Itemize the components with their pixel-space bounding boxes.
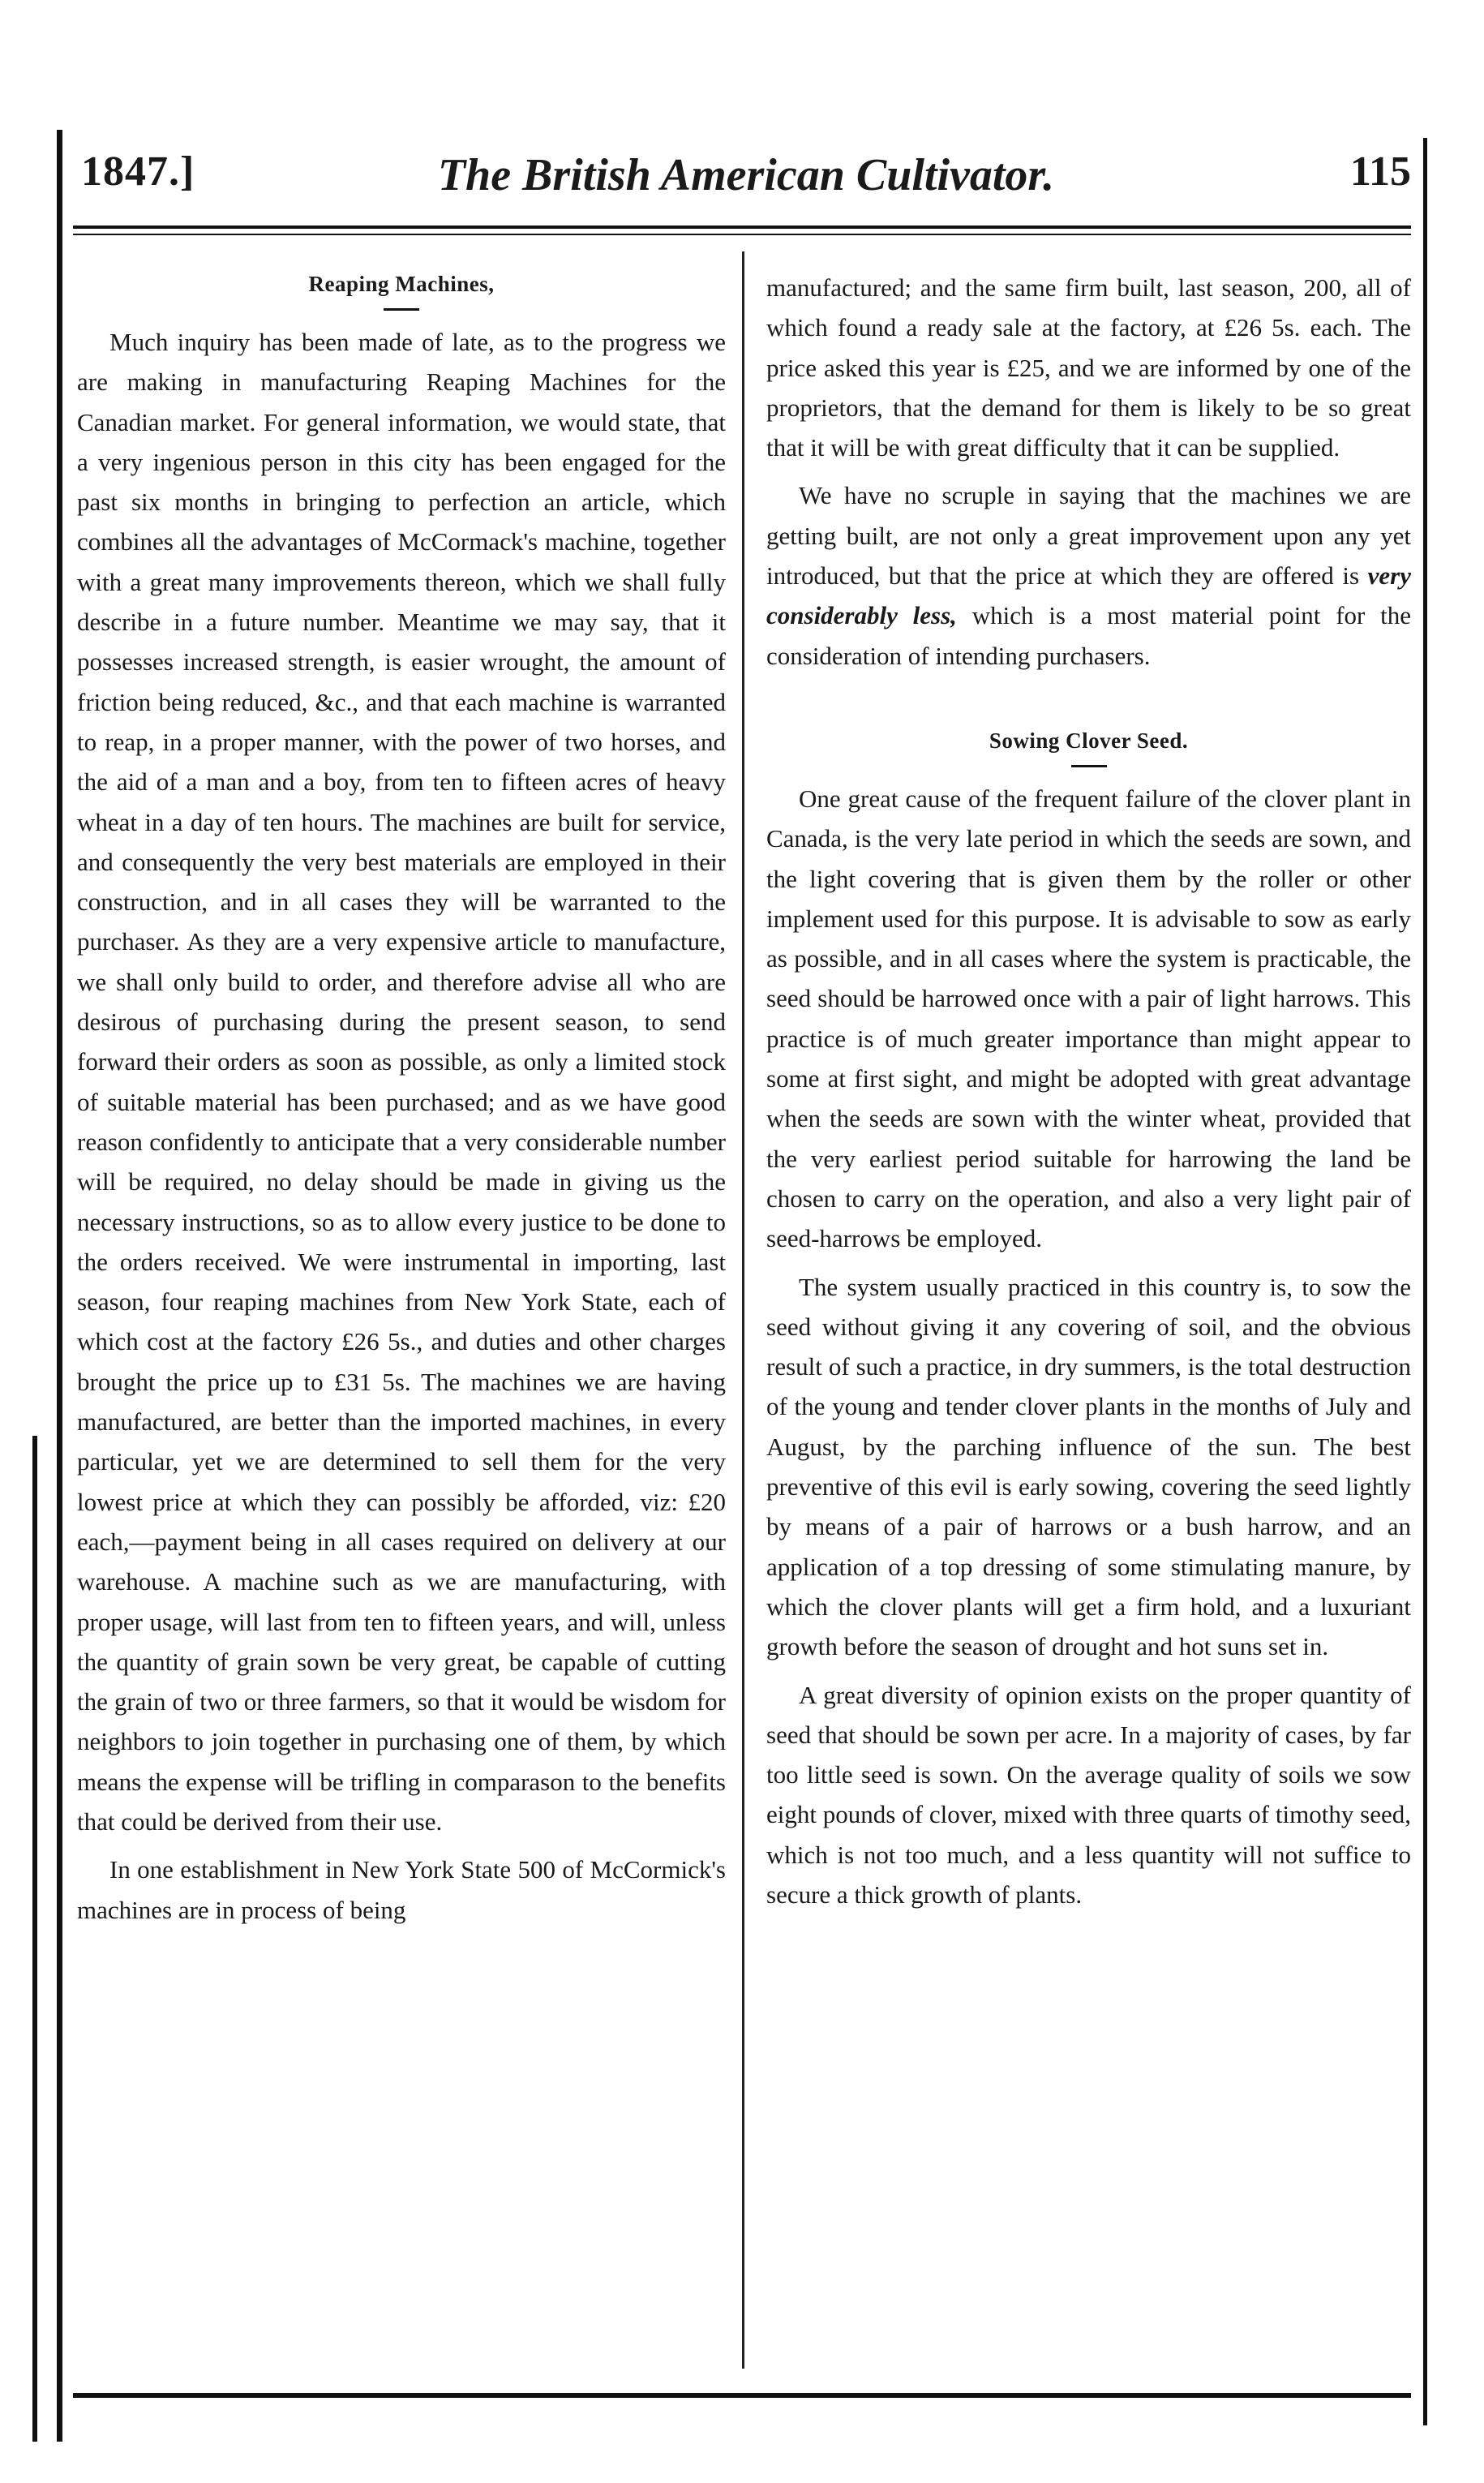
title-dash bbox=[384, 308, 419, 311]
header-rule-thin bbox=[73, 234, 1411, 235]
page-header bbox=[81, 130, 1411, 211]
margin-bar bbox=[32, 1436, 37, 2442]
article-paragraph bbox=[766, 475, 1411, 675]
page-frame-right-rule bbox=[1423, 138, 1427, 2425]
paragraph-text: We have no scruple in saying that the machines we are getting built, are not only a great improvement upon any yet introduced, but that the price at which they are offered is bbox=[766, 481, 1411, 591]
header-year: 1847.] bbox=[81, 148, 195, 195]
newspaper-page bbox=[57, 130, 1427, 2442]
article-title-sowing-clover-seed: Sowing Clover Seed. bbox=[989, 728, 1189, 753]
section-spacer bbox=[766, 684, 1411, 724]
emphasized-text: very considerably less, bbox=[766, 561, 1411, 630]
left-column bbox=[77, 268, 726, 1938]
publication-title: The British American Cultivator. bbox=[437, 150, 1055, 200]
page-frame-left-rule bbox=[57, 130, 62, 2442]
article-title-reaping-machines: Reaping Machines, bbox=[308, 272, 495, 296]
column-divider bbox=[742, 251, 744, 2369]
article-paragraph: One great cause of the frequent failure of the clover plant in Canada, is the very late period in which the seeds are sown, and the light covering that is given them by the roller or other implement used for this purpose. It is advisable to sow as early as possible, and in all cases where the system is practicable, the seed should be harrowed once with a pair of light harrows. This practice is of much greater importance than might appear to some at first sight, and might be adopted with great advantage when the seeds are sown with the winter wheat, provided that the very earliest period suitable for harrowing the land be chosen to carry on the operation, and also a very light pair of seed-harrows be employed. bbox=[766, 784, 1411, 1253]
title-dash bbox=[1071, 765, 1107, 767]
right-column bbox=[766, 268, 1411, 1922]
article-paragraph: Much inquiry has been made of late, as to the progress we are making in manufacturing Reaping Machines for the Canadian market. For general information, we would state, that a very ingenious person in this city has been engaged for the past six months in bringing to perfection an article, which combines all the advantages of McCormack's machine, together with a great many improvements thereon, which we shall fully describe in a future number. Meantime we may say, that it possesses increased strength, is easier wrought, the amount of friction being reduced, &c., and that each machine is warranted to reap, in a proper manner, with the power of two horses, and the aid of a man and a boy, from ten to fifteen acres of heavy wheat in a day of ten hours. The machines are built for service, and consequently the very best materials are employed in their construction, and in all cases they will be warranted to the purchaser. As they are a very expensive article to manufacture, we shall only build to order, and therefore advise all who are desirous of purchasing during the present season, to send forward their orders as soon as possible, as only a limited stock of suitable material has been purchased; and as we have good reason confidently to anticipate that a very considerable number will be required, no delay should be made in giving us the necessary instructions, so as to allow every justice to be done to the orders received. We were instrumental in importing, last season, four reaping machines from New York State, each of which cost at the factory £26 5s., and duties and other charges brought the price up to £31 5s. The machines we are having manufactured, are better than the imported machines, in every particular, yet we are determined to sell them for the very lowest price at which they can possibly be afforded, viz: £20 each,—payment being in all cases required on delivery at our warehouse. A machine such as we are manufacturing, with proper usage, will last from ten to fifteen years, and will, unless the quantity of grain sown be very great, be capable of cutting the grain of two or three farmers, so that it would be wisdom for neighbors to join together in purchasing one of them, by which means the expense will be trifling in comparason to the benefits that could be derived from their use. bbox=[77, 328, 726, 1836]
article-paragraph: A great diversity of opinion exists on the proper quantity of seed that should be sown per acre. In a majority of cases, by far too little seed is sown. On the average quality of soils we sow eight pounds of clover, mixed with three quarts of timothy seed, which is not too much, and a less quantity will not suffice to secure a thick growth of plants. bbox=[766, 1680, 1411, 1909]
article-continuation: manufactured; and the same firm built, last season, 200, all of which found a ready sale at the factory, at £26 5s. each. The price asked this year is £25, and we are informed by one of the proprietors, that the demand for them is likely to be so great that it will be with great difficulty that it can be supplied. bbox=[766, 273, 1411, 462]
paragraph-text: which is a most material point for the consideration of intending purchasers. bbox=[766, 601, 1412, 670]
page-number: 115 bbox=[1349, 148, 1411, 195]
article-paragraph: The system usually practiced in this country is, to sow the seed without giving it any covering of soil, and the obvious result of such a practice, in dry summers, is the total destruction of the young and tender clover plants in the months of July and August, by the parching influence of the sun. The best preventive of this evil is early sowing, covering the seed lightly by means of a pair of harrows or a bush harrow, and an application of a top dressing of some stimulating manure, by which the clover plants will get a firm hold, and a luxuriant growth before the season of drought and hot suns set in. bbox=[766, 1272, 1411, 1661]
article-paragraph: In one establishment in New York State 500 of McCormick's machines are in process of being bbox=[77, 1855, 726, 1924]
header-rule bbox=[73, 226, 1411, 229]
footer-rule bbox=[73, 2393, 1411, 2398]
